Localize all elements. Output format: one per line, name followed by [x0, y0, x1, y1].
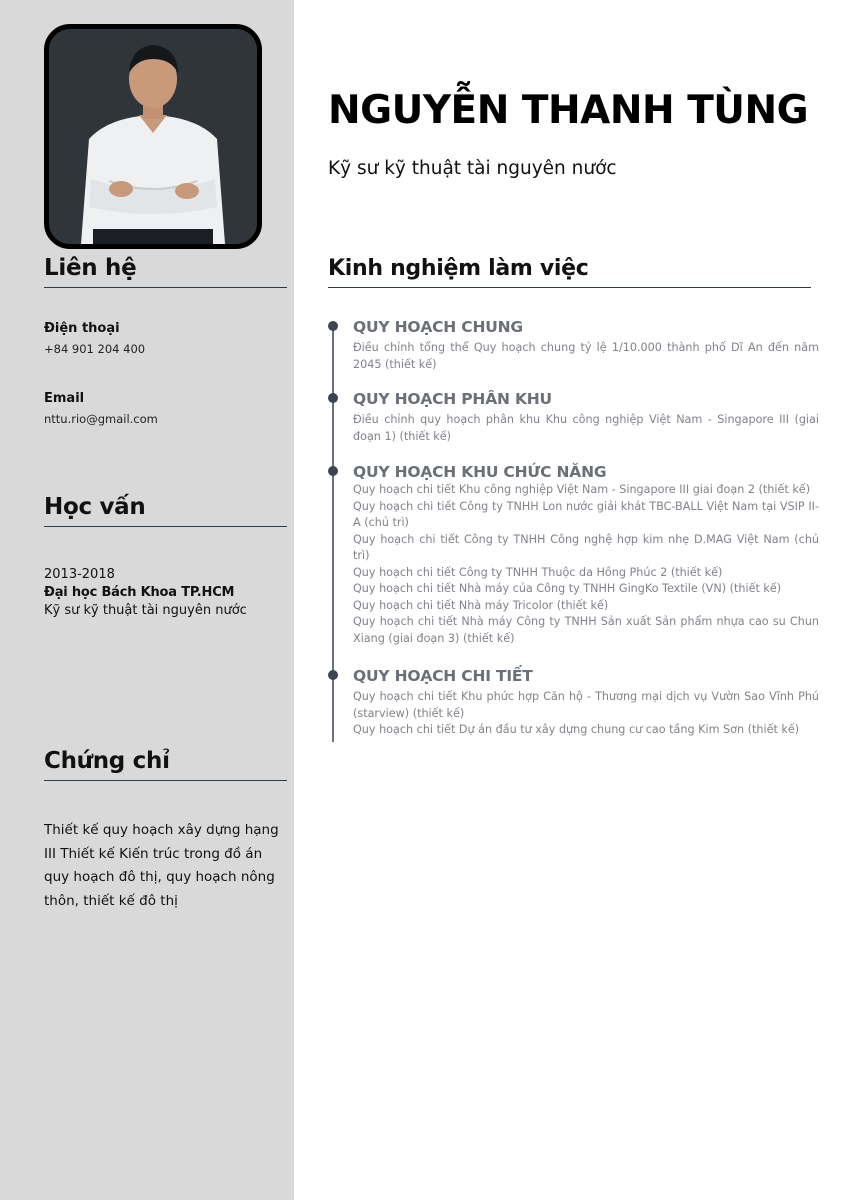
list-item: Quy hoạch chi tiết Dự án đầu tư xây dựng chung cư cao tầng Kim Sơn (thiết kế): [353, 723, 800, 736]
list-item: Quy hoạch chi tiết Khu phức hợp Căn hộ - Thương mại dịch vụ Vườn Sao Vĩnh Phú (starview) (thiết kế): [353, 690, 819, 720]
experience-section: [353, 667, 819, 739]
profile-photo: [44, 24, 262, 249]
person-portrait-icon: [49, 29, 257, 244]
section-title: QUY HOẠCH PHÂN KHU: [353, 390, 552, 408]
candidate-name: NGUYỄN THANH TÙNG: [328, 88, 809, 133]
timeline-dot: [328, 466, 338, 476]
education-heading: Học vấn: [44, 494, 287, 527]
list-item: Quy hoạch chi tiết Công ty TNHH Thuộc da Hồng Phúc 2 (thiết kế): [353, 565, 723, 579]
section-title: QUY HOẠCH KHU CHỨC NĂNG: [353, 463, 607, 481]
list-item: Quy hoạch chi tiết Nhà máy Công ty TNHH Sản xuất Sản phẩm nhựa cao su Chun Xiang (giai đoạn 3) (thiết kế): [353, 615, 819, 645]
timeline-dot: [328, 670, 338, 680]
experience-section: [353, 463, 819, 647]
timeline-dot: [328, 393, 338, 403]
email-block: [44, 391, 287, 426]
education-school: Đại học Bách Khoa TP.HCM: [44, 585, 235, 600]
contact-heading: Liên hệ: [44, 255, 287, 288]
list-item: Quy hoạch chi tiết Khu công nghiệp Việt Nam - Singapore III giai đoạn 2 (thiết kế): [353, 483, 811, 496]
list-item: Quy hoạch chi tiết Công ty TNHH Công nghệ hợp kim nhẹ D.MAG Việt Nam (chủ trì): [353, 532, 819, 562]
education-degree: Kỹ sư kỹ thuật tài nguyên nước: [44, 603, 247, 618]
list-item: Điều chỉnh tổng thể Quy hoạch chung tỷ lệ 1/10.000 thành phố Dĩ An đến năm 2045 (thiết kế): [353, 341, 819, 371]
candidate-title: Kỹ sư kỹ thuật tài nguyên nước: [328, 158, 617, 179]
section-title: QUY HOẠCH CHUNG: [353, 318, 523, 336]
list-item: Quy hoạch chi tiết Nhà máy Tricolor (thiết kế): [353, 598, 609, 612]
timeline-dot: [328, 321, 338, 331]
phone-block: [44, 321, 287, 356]
section-title: QUY HOẠCH CHI TIẾT: [353, 667, 533, 685]
phone-label: Điện thoại: [44, 321, 120, 336]
email-value: nttu.rio@gmail.com: [44, 412, 158, 426]
experience-section: [353, 318, 819, 373]
experience-section: [353, 390, 819, 445]
education-years: 2013-2018: [44, 567, 115, 582]
certificates-text: Thiết kế quy hoạch xây dựng hạng III Thiết kế Kiến trúc trong đồ án quy hoạch đô thị, quy hoạch nông thôn, thiết kế đô thị: [44, 822, 279, 909]
list-item: Điều chỉnh quy hoạch phân khu Khu công nghiệp Việt Nam - Singapore III (giai đoạn 1) (thiết kế): [353, 413, 819, 443]
phone-value: +84 901 204 400: [44, 342, 146, 356]
experience-heading: Kinh nghiệm làm việc: [328, 256, 811, 288]
list-item: Quy hoạch chi tiết Công ty TNHH Lon nước giải khát TBC-BALL Việt Nam tại VSIP II-A (chủ trì): [353, 499, 819, 529]
education-block: [44, 567, 287, 618]
email-label: Email: [44, 391, 85, 406]
list-item: Quy hoạch chi tiết Nhà máy của Công ty TNHH GingKo Textile (VN) (thiết kế): [353, 582, 782, 595]
certificates-heading: Chứng chỉ: [44, 748, 287, 781]
